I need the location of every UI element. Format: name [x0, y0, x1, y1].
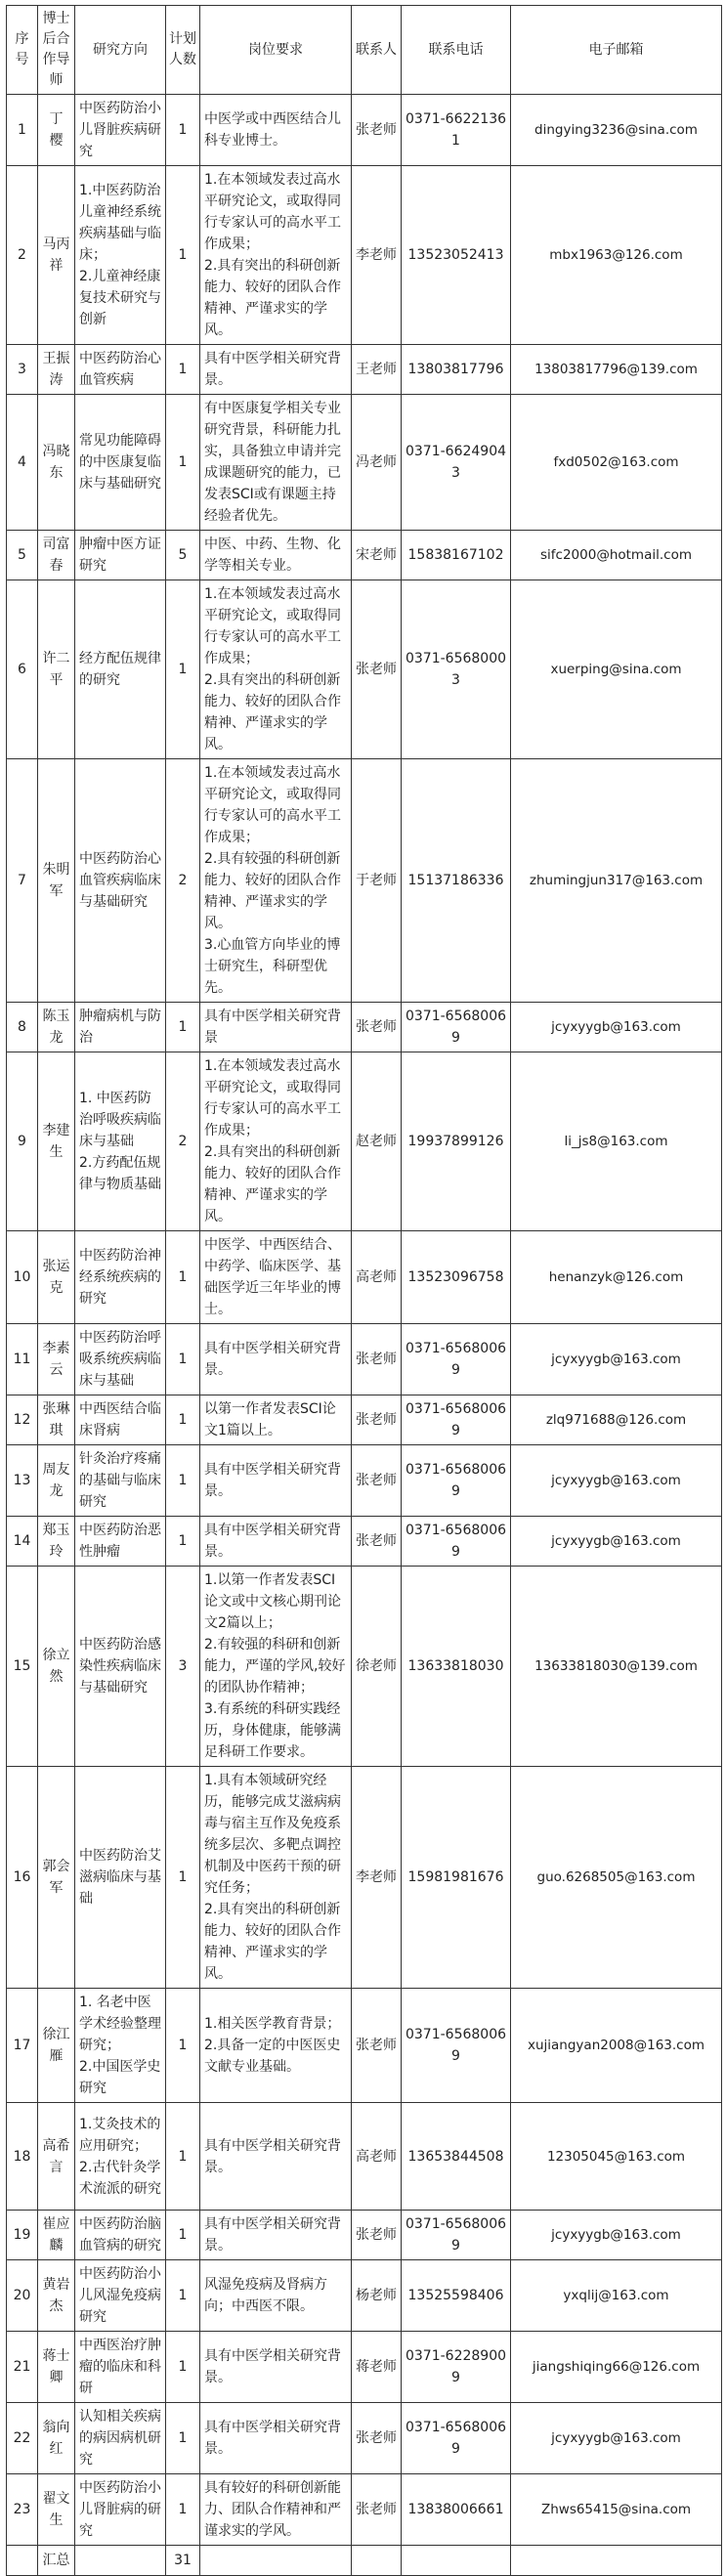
research-direction: 中医药防治脑血管病的研究 [75, 2211, 166, 2260]
requirement-line: 中医学或中西医结合儿科专业博士。 [204, 111, 341, 149]
table-row [7, 1395, 722, 1445]
row-number: 23 [7, 2474, 38, 2546]
contact-email: jcyxyygb@163.com [511, 1003, 722, 1052]
row-number: 5 [7, 531, 38, 580]
contact-email: jcyxyygb@163.com [511, 1445, 722, 1517]
contact-person: 张老师 [352, 2211, 402, 2260]
plan-count: 3 [166, 1567, 200, 1767]
requirement-line: 具有中医学相关研究背景。 [204, 2348, 341, 2385]
position-requirements [200, 1767, 352, 1989]
contact-person: 王老师 [352, 345, 402, 395]
contact-person: 高老师 [352, 2103, 402, 2211]
requirement-line: 1.相关医学教育背景； [204, 2016, 341, 2032]
research-direction: 中医药防治神经系统疾病的研究 [75, 1231, 166, 1324]
row-number: 1 [7, 95, 38, 166]
contact-phone: 13523052413 [402, 166, 511, 345]
table-row [7, 1445, 722, 1517]
table-row [7, 1003, 722, 1052]
position-requirements [200, 345, 352, 395]
contact-person: 张老师 [352, 1324, 402, 1395]
plan-count: 1 [166, 2403, 200, 2474]
table-body [7, 95, 722, 2546]
research-direction: 中医药防治恶性肿瘤 [75, 1517, 166, 1567]
contact-phone: 19937899126 [402, 1052, 511, 1231]
contact-phone: 0371-65680003 [402, 580, 511, 759]
contact-phone: 0371-65680069 [402, 1324, 511, 1395]
table-row [7, 2260, 722, 2332]
requirement-line: 3.心血管方向毕业的博士研究生，科研型优先。 [204, 937, 341, 996]
header-direction: 研究方向 [75, 6, 166, 95]
research-direction: 肿瘤中医方证研究 [75, 531, 166, 580]
total-direction [75, 2546, 166, 2576]
advisor-name: 朱明军 [38, 759, 75, 1003]
plan-count: 1 [166, 1395, 200, 1445]
position-requirements [200, 2403, 352, 2474]
plan-count: 1 [166, 345, 200, 395]
table-row [7, 95, 722, 166]
contact-person: 冯老师 [352, 395, 402, 531]
contact-phone: 0371-65680069 [402, 1517, 511, 1567]
position-requirements [200, 1395, 352, 1445]
header-contact: 联系人 [352, 6, 402, 95]
plan-count: 1 [166, 2103, 200, 2211]
contact-phone: 0371-65680069 [402, 1395, 511, 1445]
contact-phone: 15137186336 [402, 759, 511, 1003]
contact-email: zhumingjun317@163.com [511, 759, 722, 1003]
contact-email: zlq971688@126.com [511, 1395, 722, 1445]
row-number: 13 [7, 1445, 38, 1517]
contact-person: 张老师 [352, 1395, 402, 1445]
row-number: 3 [7, 345, 38, 395]
contact-person: 杨老师 [352, 2260, 402, 2332]
contact-email: jcyxyygb@163.com [511, 2403, 722, 2474]
advisor-name: 丁 樱 [38, 95, 75, 166]
contact-email: henanzyk@126.com [511, 1231, 722, 1324]
plan-count: 1 [166, 1517, 200, 1567]
row-number: 4 [7, 395, 38, 531]
total-email [511, 2546, 722, 2576]
requirement-line: 具有中医学相关研究背景。 [204, 2216, 341, 2254]
table-row [7, 759, 722, 1003]
contact-person: 张老师 [352, 1003, 402, 1052]
contact-person: 张老师 [352, 2474, 402, 2546]
research-direction: 中西医结合临床肾病 [75, 1395, 166, 1445]
contact-phone: 0371-65680069 [402, 1003, 511, 1052]
research-direction: 肿瘤病机与防治 [75, 1003, 166, 1052]
contact-phone: 13523096758 [402, 1231, 511, 1324]
table-row [7, 166, 722, 345]
table-row [7, 1567, 722, 1767]
table-row [7, 1767, 722, 1989]
position-requirements [200, 2260, 352, 2332]
contact-phone: 0371-65680069 [402, 1445, 511, 1517]
header-count: 计划人数 [166, 6, 200, 95]
position-requirements [200, 1231, 352, 1324]
total-requirements [200, 2546, 352, 2576]
contact-person: 张老师 [352, 1445, 402, 1517]
contact-person: 张老师 [352, 1517, 402, 1567]
row-number: 10 [7, 1231, 38, 1324]
advisor-name: 司富春 [38, 531, 75, 580]
row-number: 9 [7, 1052, 38, 1231]
research-direction: 中医药防治小儿肾脏疾病研究 [75, 95, 166, 166]
header-row [7, 6, 722, 95]
contact-email: guo.6268505@163.com [511, 1767, 722, 1989]
research-direction: 中医药防治小儿肾脏病的研究 [75, 2474, 166, 2546]
contact-email: Zhws65415@sina.com [511, 2474, 722, 2546]
requirement-line: 具有中医学相关研究背景。 [204, 1462, 341, 1499]
table-row [7, 1324, 722, 1395]
plan-count: 1 [166, 580, 200, 759]
research-direction: 1. 中医药防治呼吸疾病临床与基础 2.方药配伍规律与物质基础 [75, 1052, 166, 1231]
position-requirements [200, 759, 352, 1003]
requirement-line: 具有中医学相关研究背景。 [204, 2137, 341, 2175]
header-phone: 联系电话 [402, 6, 511, 95]
advisor-name: 郭会军 [38, 1767, 75, 1989]
contact-person: 张老师 [352, 580, 402, 759]
total-no [7, 2546, 38, 2576]
research-direction: 中医药防治艾滋病临床与基础 [75, 1767, 166, 1989]
requirement-line: 具有中医学相关研究背景。 [204, 1341, 341, 1378]
requirement-line: 以第一作者发表SCI论文1篇以上。 [204, 1401, 336, 1438]
row-number: 16 [7, 1767, 38, 1989]
row-number: 7 [7, 759, 38, 1003]
contact-phone: 13525598406 [402, 2260, 511, 2332]
contact-email: fxd0502@163.com [511, 395, 722, 531]
contact-person: 于老师 [352, 759, 402, 1003]
table-row [7, 345, 722, 395]
contact-phone: 0371-62289009 [402, 2332, 511, 2403]
table-row [7, 531, 722, 580]
table-row [7, 2332, 722, 2403]
contact-email: xujiangyan2008@163.com [511, 1989, 722, 2103]
row-number: 18 [7, 2103, 38, 2211]
plan-count: 1 [166, 395, 200, 531]
header-advisor: 博士后合作导师 [38, 6, 75, 95]
advisor-name: 李建生 [38, 1052, 75, 1231]
row-number: 8 [7, 1003, 38, 1052]
row-number: 21 [7, 2332, 38, 2403]
contact-email: yxqlij@163.com [511, 2260, 722, 2332]
table-row [7, 2103, 722, 2211]
requirement-line: 1.以第一作者发表SCI论文或中文核心期刊论文2篇以上； [204, 1572, 341, 1631]
position-requirements [200, 95, 352, 166]
advisor-name: 许二平 [38, 580, 75, 759]
position-requirements [200, 580, 352, 759]
requirement-line: 1.在本领域发表过高水平研究论文，或取得同行专家认可的高水平工作成果； [204, 586, 341, 666]
requirement-line: 具有中医学相关研究背景 [204, 1009, 341, 1046]
contact-phone: 0371-65680069 [402, 2211, 511, 2260]
requirement-line: 1.具有本领域研究经历，能够完成艾滋病病毒与宿主互作及免疫系统多层次、多靶点调控机制及中医药干预的研究任务； [204, 1773, 341, 1896]
advisor-name: 黄岩杰 [38, 2260, 75, 2332]
research-direction: 中医药防治心血管疾病临床与基础研究 [75, 759, 166, 1003]
position-requirements [200, 1517, 352, 1567]
contact-email: mbx1963@126.com [511, 166, 722, 345]
contact-phone: 13633818030 [402, 1567, 511, 1767]
contact-person: 李老师 [352, 1767, 402, 1989]
table-row [7, 1989, 722, 2103]
position-requirements [200, 2211, 352, 2260]
research-direction: 认知相关疾病的病因病机研究 [75, 2403, 166, 2474]
requirement-line: 中医学、中西医结合、中药学、临床医学、基础医学近三年毕业的博士。 [204, 1237, 341, 1317]
advisor-name: 翟文生 [38, 2474, 75, 2546]
contact-phone: 0371-66221361 [402, 95, 511, 166]
research-direction: 针灸治疗疼痛的基础与临床研究 [75, 1445, 166, 1517]
advisor-name: 蒋士卿 [38, 2332, 75, 2403]
requirement-line: 风湿免疫病及肾病方向；中西医不限。 [204, 2277, 327, 2314]
research-direction: 中医药防治感染性疾病临床与基础研究 [75, 1567, 166, 1767]
requirement-line: 2.具有突出的科研创新能力、较好的团队合作精神、严谨求实的学风。 [204, 258, 341, 338]
plan-count: 1 [166, 2211, 200, 2260]
position-requirements [200, 1052, 352, 1231]
row-number: 17 [7, 1989, 38, 2103]
research-direction: 常见功能障碍的中医康复临床与基础研究 [75, 395, 166, 531]
contact-person: 张老师 [352, 95, 402, 166]
plan-count: 1 [166, 1989, 200, 2103]
research-direction: 经方配伍规律的研究 [75, 580, 166, 759]
row-number: 2 [7, 166, 38, 345]
position-requirements [200, 2332, 352, 2403]
requirement-line: 具有中医学相关研究背景。 [204, 351, 341, 388]
plan-count: 1 [166, 95, 200, 166]
contact-email: jcyxyygb@163.com [511, 2211, 722, 2260]
contact-email: 13803817796@139.com [511, 345, 722, 395]
requirement-line: 2.具备一定的中医医史文献专业基础。 [204, 2038, 341, 2075]
header-requirements: 岗位要求 [200, 6, 352, 95]
requirement-line: 2.具有较强的科研创新能力、较好的团队合作精神、严谨求实的学风。 [204, 851, 341, 931]
advisor-name: 张运克 [38, 1231, 75, 1324]
plan-count: 2 [166, 1052, 200, 1231]
contact-email: sifc2000@hotmail.com [511, 531, 722, 580]
table-row [7, 395, 722, 531]
requirement-line: 具有较好的科研创新能力、团队合作精神和严谨求实的学风。 [204, 2480, 341, 2539]
plan-count: 1 [166, 1003, 200, 1052]
requirement-line: 2.有较强的科研和创新能力，严谨的学风,较好的团队协作精神； [204, 1637, 346, 1696]
contact-person: 高老师 [352, 1231, 402, 1324]
contact-person: 蒋老师 [352, 2332, 402, 2403]
contact-email: jcyxyygb@163.com [511, 1324, 722, 1395]
advisor-name: 徐江雁 [38, 1989, 75, 2103]
plan-count: 2 [166, 759, 200, 1003]
plan-count: 1 [166, 1231, 200, 1324]
position-requirements [200, 1989, 352, 2103]
advisor-name: 徐立然 [38, 1567, 75, 1767]
position-requirements [200, 2103, 352, 2211]
contact-person: 徐老师 [352, 1567, 402, 1767]
contact-phone: 15981981676 [402, 1767, 511, 1989]
table-row [7, 1517, 722, 1567]
research-direction: 1. 名老中医学术经验整理研究； 2.中国医学史研究 [75, 1989, 166, 2103]
plan-count: 1 [166, 1324, 200, 1395]
requirement-line: 2.具有突出的科研创新能力、较好的团队合作精神、严谨求实的学风。 [204, 1144, 341, 1224]
advisor-name: 冯晓东 [38, 395, 75, 531]
contact-email: 13633818030@139.com [511, 1567, 722, 1767]
position-requirements [200, 1324, 352, 1395]
contact-phone: 15838167102 [402, 531, 511, 580]
row-number: 22 [7, 2403, 38, 2474]
contact-email: li_js8@163.com [511, 1052, 722, 1231]
total-contact [352, 2546, 402, 2576]
requirement-line: 具有中医学相关研究背景。 [204, 2420, 341, 2457]
contact-phone: 13803817796 [402, 345, 511, 395]
plan-count: 1 [166, 1445, 200, 1517]
header-no: 序号 [7, 6, 38, 95]
contact-phone: 13838006661 [402, 2474, 511, 2546]
requirement-line: 1.在本领域发表过高水平研究论文，或取得同行专家认可的高水平工作成果； [204, 1058, 341, 1138]
position-requirements [200, 2474, 352, 2546]
position-requirements [200, 395, 352, 531]
contact-email: dingying3236@sina.com [511, 95, 722, 166]
research-direction: 中西医治疗肿瘤的临床和科研 [75, 2332, 166, 2403]
contact-email: jiangshiqing66@126.com [511, 2332, 722, 2403]
table-row [7, 580, 722, 759]
advisor-name: 马丙祥 [38, 166, 75, 345]
position-requirements [200, 166, 352, 345]
research-direction: 中医药防治小儿风湿免疫病研究 [75, 2260, 166, 2332]
plan-count: 1 [166, 2474, 200, 2546]
table-row [7, 2403, 722, 2474]
total-row [7, 2546, 722, 2576]
plan-count: 1 [166, 1767, 200, 1989]
row-number: 14 [7, 1517, 38, 1567]
advisor-name: 翁向红 [38, 2403, 75, 2474]
table-row [7, 2211, 722, 2260]
contact-email: xuerping@sina.com [511, 580, 722, 759]
research-direction: 1.艾灸技术的应用研究； 2.古代针灸学术流派的研究 [75, 2103, 166, 2211]
contact-phone: 0371-66249043 [402, 395, 511, 531]
total-phone [402, 2546, 511, 2576]
total-label: 汇总 [38, 2546, 75, 2576]
plan-count: 1 [166, 2332, 200, 2403]
table-row [7, 1052, 722, 1231]
contact-email: 12305045@163.com [511, 2103, 722, 2211]
plan-count: 5 [166, 531, 200, 580]
research-direction: 中医药防治心血管疾病 [75, 345, 166, 395]
requirement-line: 有中医康复学相关专业研究背景，科研能力扎实，具备独立申请并完成课题研究的能力，已发表SCI或有课题主持经验者优先。 [204, 401, 341, 524]
requirement-line: 具有中医学相关研究背景。 [204, 1523, 341, 1560]
row-number: 20 [7, 2260, 38, 2332]
advisor-name: 陈玉龙 [38, 1003, 75, 1052]
plan-count: 1 [166, 166, 200, 345]
contact-person: 张老师 [352, 2403, 402, 2474]
advisor-name: 郑玉玲 [38, 1517, 75, 1567]
requirement-line: 1.在本领域发表过高水平研究论文，或取得同行专家认可的高水平工作成果； [204, 765, 341, 845]
contact-phone: 0371-65680069 [402, 2403, 511, 2474]
position-requirements [200, 1003, 352, 1052]
advisor-name: 崔应麟 [38, 2211, 75, 2260]
requirement-line: 3.有系统的科研实践经历，身体健康，能够满足科研工作要求。 [204, 1701, 341, 1760]
contact-person: 赵老师 [352, 1052, 402, 1231]
contact-phone: 0371-65680069 [402, 1989, 511, 2103]
advisor-name: 王振涛 [38, 345, 75, 395]
position-requirements [200, 1445, 352, 1517]
requirement-line: 2.具有突出的科研创新能力、较好的团队合作精神、严谨求实的学风。 [204, 672, 341, 752]
position-requirements [200, 531, 352, 580]
requirement-line: 中医、中药、生物、化学等相关专业。 [204, 537, 341, 574]
row-number: 6 [7, 580, 38, 759]
research-direction: 中医药防治呼吸系统疾病临床与基础 [75, 1324, 166, 1395]
header-email: 电子邮箱 [511, 6, 722, 95]
advisor-name: 李素云 [38, 1324, 75, 1395]
advisor-name: 张琳琪 [38, 1395, 75, 1445]
advisor-name: 周友龙 [38, 1445, 75, 1517]
contact-person: 宋老师 [352, 531, 402, 580]
total-count: 31 [166, 2546, 200, 2576]
plan-count: 1 [166, 2260, 200, 2332]
row-number: 15 [7, 1567, 38, 1767]
contact-phone: 13653844508 [402, 2103, 511, 2211]
research-direction: 1.中医药防治儿童神经系统疾病基础与临床； 2.儿童神经康复技术研究与创新 [75, 166, 166, 345]
contact-email: jcyxyygb@163.com [511, 1517, 722, 1567]
row-number: 19 [7, 2211, 38, 2260]
contact-person: 张老师 [352, 1989, 402, 2103]
position-requirements [200, 1567, 352, 1767]
table-row [7, 2474, 722, 2546]
row-number: 12 [7, 1395, 38, 1445]
advisor-name: 高希言 [38, 2103, 75, 2211]
requirement-line: 1.在本领域发表过高水平研究论文，或取得同行专家认可的高水平工作成果； [204, 172, 341, 252]
contact-person: 李老师 [352, 166, 402, 345]
table-row [7, 1231, 722, 1324]
recruitment-table [6, 5, 722, 2576]
row-number: 11 [7, 1324, 38, 1395]
requirement-line: 2.具有突出的科研创新能力、较好的团队合作精神、严谨求实的学风。 [204, 1902, 341, 1982]
